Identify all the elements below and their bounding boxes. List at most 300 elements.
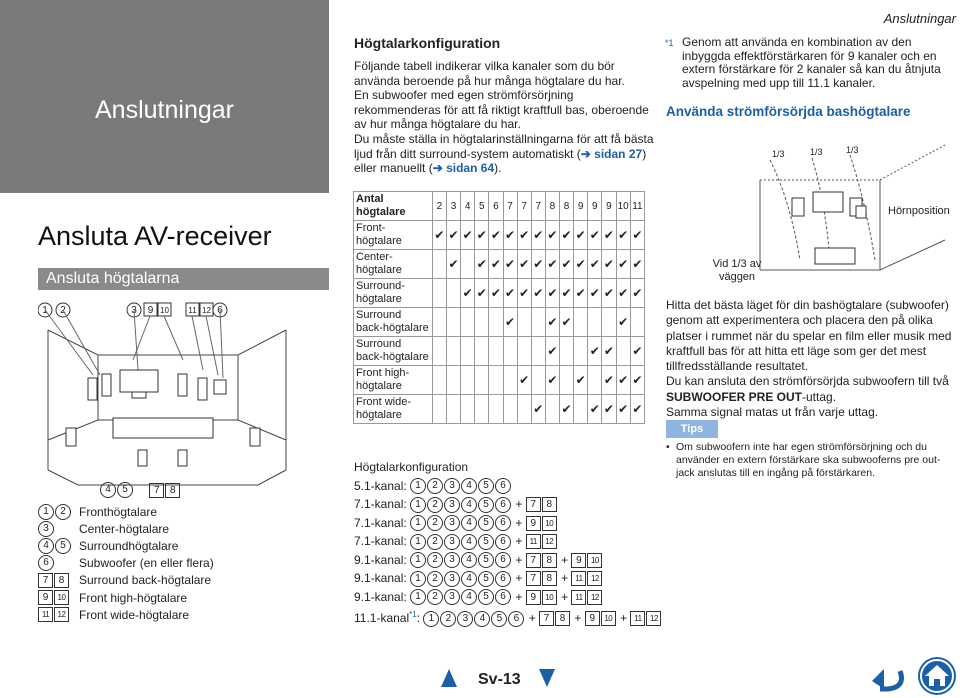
speaker-symbol: 5 bbox=[478, 497, 494, 513]
symbol: 3 bbox=[38, 521, 54, 537]
speaker-symbol: 4 bbox=[461, 497, 477, 513]
diagram-label: 11 bbox=[188, 306, 197, 315]
prev-page-icon[interactable] bbox=[441, 669, 457, 687]
checkmark-icon: ✔ bbox=[574, 279, 588, 308]
symbol: 11 bbox=[38, 607, 53, 622]
speaker-symbol: 11 bbox=[526, 534, 541, 549]
row-label: Surround-högtalare bbox=[354, 279, 433, 308]
speaker-symbol: 10 bbox=[542, 590, 557, 605]
checkmark-icon: ✔ bbox=[475, 279, 489, 308]
table-row bbox=[354, 337, 645, 366]
checkmark-icon: ✔ bbox=[545, 337, 559, 366]
legend-row bbox=[38, 589, 328, 606]
legend-label: Center-högtalare bbox=[79, 521, 170, 536]
wall-label bbox=[708, 258, 766, 284]
checkmark-icon: ✔ bbox=[545, 308, 559, 337]
wall-label-line: Vid 1/3 av bbox=[712, 258, 762, 270]
config-row: 9.1-kanal: 1 2 3 4 5 6 + 7 8 + 9 10 bbox=[354, 551, 662, 570]
checkmark-icon: ✔ bbox=[630, 221, 644, 250]
speaker-symbol: 5 bbox=[478, 515, 494, 531]
table-row bbox=[354, 366, 645, 395]
empty-cell bbox=[503, 337, 517, 366]
speaker-symbol: 9 bbox=[526, 590, 541, 605]
symbol: 5 bbox=[55, 538, 71, 554]
config-row: 7.1-kanal: 1 2 3 4 5 6 + 7 8 bbox=[354, 495, 662, 514]
empty-cell bbox=[432, 279, 446, 308]
empty-cell bbox=[489, 366, 503, 395]
checkmark-icon: ✔ bbox=[574, 221, 588, 250]
subwoofer-heading: Använda strömförsörjda bashögtalare bbox=[666, 104, 911, 119]
speaker-symbol: 3 bbox=[444, 571, 460, 587]
empty-cell bbox=[489, 308, 503, 337]
paragraph: Hitta det bästa läget för din bashögtalare (subwoofer) genom att experimentera och placera den på olika platser i rummet när du spelar en film eller musik med kraftfull bas för att hitta ett läge som ger det mest tillfredsställande resultatet. bbox=[666, 298, 952, 374]
speaker-count: 9 bbox=[588, 192, 602, 221]
empty-cell bbox=[545, 395, 559, 424]
checkmark-icon: ✔ bbox=[588, 395, 602, 424]
checkmark-icon: ✔ bbox=[588, 337, 602, 366]
speaker-symbol: 7 bbox=[526, 553, 541, 568]
checkmark-icon: ✔ bbox=[630, 250, 644, 279]
symbol: 5 bbox=[117, 482, 133, 498]
speaker-symbol: 4 bbox=[461, 534, 477, 550]
diagram-bottom-labels bbox=[100, 482, 181, 498]
checkmark-icon: ✔ bbox=[531, 221, 545, 250]
paragraph-text: Du kan ansluta den strömförsörjda subwoofern till två bbox=[666, 374, 949, 389]
empty-cell bbox=[432, 250, 446, 279]
speaker-count: 2 bbox=[432, 192, 446, 221]
checkmark-icon: ✔ bbox=[588, 279, 602, 308]
speaker-count: 9 bbox=[574, 192, 588, 221]
arrow-right-icon: ➔ bbox=[432, 161, 447, 176]
empty-cell bbox=[461, 308, 475, 337]
speaker-count: 8 bbox=[545, 192, 559, 221]
config-name: 9.1-kanal: bbox=[354, 552, 407, 567]
corner-label: Hörnposition bbox=[888, 205, 950, 217]
speaker-symbol: 5 bbox=[478, 478, 494, 494]
speaker-count: 9 bbox=[602, 192, 616, 221]
speaker-symbol: 2 bbox=[427, 571, 443, 587]
tips-label: Tips bbox=[666, 420, 718, 438]
empty-cell bbox=[432, 337, 446, 366]
speaker-symbol: 5 bbox=[478, 534, 494, 550]
config-name: 9.1-kanal: bbox=[354, 571, 407, 585]
subsection-title: Ansluta högtalarna bbox=[46, 270, 180, 287]
speaker-symbol: 5 bbox=[478, 552, 494, 568]
speaker-count: 3 bbox=[447, 192, 461, 221]
speaker-symbol: 10 bbox=[542, 516, 557, 531]
speaker-symbol: 2 bbox=[427, 515, 443, 531]
config-name: 11.1-kanal bbox=[354, 611, 410, 625]
checkmark-icon: ✔ bbox=[602, 337, 616, 366]
symbol: 8 bbox=[165, 483, 180, 498]
checkmark-icon: ✔ bbox=[517, 221, 531, 250]
paragraph bbox=[666, 374, 956, 405]
config-row: 9.1-kanal: 1 2 3 4 5 6 + 7 8 + 11 12 bbox=[354, 569, 662, 588]
checkmark-icon: ✔ bbox=[616, 221, 630, 250]
page-link[interactable]: sidan 64 bbox=[446, 161, 495, 176]
speaker-count: 10 bbox=[616, 192, 630, 221]
empty-cell bbox=[531, 308, 545, 337]
symbol: 6 bbox=[38, 555, 54, 571]
speaker-symbol: 4 bbox=[461, 515, 477, 531]
empty-cell bbox=[447, 279, 461, 308]
bullet-icon: • bbox=[666, 441, 670, 453]
checkmark-icon: ✔ bbox=[560, 279, 574, 308]
empty-cell bbox=[517, 308, 531, 337]
checkmark-icon: ✔ bbox=[531, 395, 545, 424]
empty-cell bbox=[517, 337, 531, 366]
checkmark-icon: ✔ bbox=[447, 250, 461, 279]
legend-label: Fronthögtalare bbox=[79, 504, 158, 519]
checkmark-icon: ✔ bbox=[616, 366, 630, 395]
speaker-symbol: 2 bbox=[427, 589, 443, 605]
row-label: Front-högtalare bbox=[354, 221, 433, 250]
checkmark-icon: ✔ bbox=[602, 395, 616, 424]
empty-cell bbox=[517, 395, 531, 424]
checkmark-icon: ✔ bbox=[545, 279, 559, 308]
checkmark-icon: ✔ bbox=[602, 221, 616, 250]
tip-item: Om subwoofern inte har egen strömförsörjning och du använder en extern förstärkare ska subwooferns pre out-jack anslutas till en ingång på förstärkaren. bbox=[676, 441, 941, 479]
legend-label: Surroundhögtalare bbox=[79, 538, 179, 553]
empty-cell bbox=[503, 395, 517, 424]
paragraph: En subwoofer med egen strömförsörjning rekommenderas för att få riktigt kraftfull bas, oberoende av hur många högtalare du har. bbox=[354, 88, 649, 132]
speaker-symbol: 1 bbox=[410, 478, 426, 494]
speaker-symbol: 2 bbox=[427, 497, 443, 513]
speaker-count: 8 bbox=[560, 192, 574, 221]
speaker-symbol: 7 bbox=[526, 497, 541, 512]
checkmark-icon: ✔ bbox=[503, 308, 517, 337]
empty-cell bbox=[560, 366, 574, 395]
row-label: Center-högtalare bbox=[354, 250, 433, 279]
page-number: Sv-13 bbox=[478, 671, 521, 688]
empty-cell bbox=[447, 308, 461, 337]
speaker-symbol: 1 bbox=[410, 552, 426, 568]
next-page-icon[interactable] bbox=[539, 669, 555, 687]
checkmark-icon: ✔ bbox=[489, 250, 503, 279]
config-row: 11.1-kanal$^{*1}$: 1 2 3 4 5 6 + 7 8 + 9 10 + 11 12 bbox=[354, 606, 662, 628]
speaker-symbol: 12 bbox=[646, 611, 661, 626]
checkmark-icon: ✔ bbox=[602, 279, 616, 308]
paragraph: Samma signal matas ut från varje uttag. bbox=[666, 405, 879, 420]
config-heading: Högtalarkonfiguration bbox=[354, 35, 501, 51]
table-row bbox=[354, 279, 645, 308]
checkmark-icon: ✔ bbox=[531, 250, 545, 279]
diagram-label: 9 bbox=[147, 305, 154, 316]
paragraph-text: ). bbox=[494, 161, 502, 176]
empty-cell bbox=[475, 395, 489, 424]
speaker-symbol: 1 bbox=[423, 611, 439, 627]
paragraph: Du måste ställa in högtalarinställningarna för att få bästa ljud från ditt surround-system automatiskt (➔ sidan 27) eller manuellt (➔ sidan 64). bbox=[354, 131, 654, 176]
speaker-symbol: 9 bbox=[526, 516, 541, 531]
page-section-label: Anslutningar bbox=[883, 11, 956, 26]
checkmark-icon: ✔ bbox=[560, 250, 574, 279]
checkmark-icon: ✔ bbox=[630, 395, 644, 424]
speaker-config-table bbox=[353, 191, 645, 424]
table-row bbox=[354, 395, 645, 424]
speaker-legend bbox=[38, 503, 328, 623]
checkmark-icon: ✔ bbox=[616, 395, 630, 424]
checkmark-icon: ✔ bbox=[630, 279, 644, 308]
empty-cell bbox=[461, 395, 475, 424]
paragraph-text: ) eller manuellt ( bbox=[354, 146, 647, 176]
row-label: Front high-högtalare bbox=[354, 366, 433, 395]
legend-row bbox=[38, 503, 328, 520]
config-row: 7.1-kanal: 1 2 3 4 5 6 + 11 12 bbox=[354, 532, 662, 551]
speaker-count: 4 bbox=[461, 192, 475, 221]
row-label: Front wide-högtalare bbox=[354, 395, 433, 424]
empty-cell bbox=[489, 337, 503, 366]
table-header-row bbox=[354, 192, 645, 221]
empty-cell bbox=[630, 308, 644, 337]
checkmark-icon: ✔ bbox=[616, 308, 630, 337]
speaker-room-diagram bbox=[38, 300, 296, 500]
speaker-count: 11 bbox=[630, 192, 644, 221]
config-name: 7.1-kanal: bbox=[354, 534, 407, 548]
speaker-symbol: 8 bbox=[542, 571, 557, 586]
legend-label: Front wide-högtalare bbox=[79, 607, 190, 622]
config-name: 5.1-kanal: bbox=[354, 478, 407, 493]
legend-row bbox=[38, 572, 328, 589]
speaker-symbol: 3 bbox=[444, 534, 460, 550]
empty-cell bbox=[447, 337, 461, 366]
table-header-label: Antal högtalare bbox=[354, 192, 433, 221]
legend-row bbox=[38, 520, 328, 537]
config-row: 9.1-kanal: 1 2 3 4 5 6 + 9 10 + 11 12 bbox=[354, 588, 662, 607]
speaker-symbol: 6 bbox=[495, 571, 511, 587]
checkmark-icon: ✔ bbox=[545, 221, 559, 250]
checkmark-icon: ✔ bbox=[560, 308, 574, 337]
fraction-label: 1/3 bbox=[772, 149, 785, 159]
checkmark-icon: ✔ bbox=[630, 366, 644, 395]
config-row: 7.1-kanal: 1 2 3 4 5 6 + 9 10 bbox=[354, 514, 662, 533]
paragraph: Följande tabell indikerar vilka kanaler som du bör använda beroende på hur många högtalare du har. bbox=[354, 59, 625, 88]
speaker-symbol: 4 bbox=[474, 611, 490, 627]
speaker-symbol: 3 bbox=[444, 478, 460, 494]
speaker-symbol: 6 bbox=[495, 515, 511, 531]
speaker-symbol: 12 bbox=[587, 571, 602, 586]
symbol: 1 bbox=[38, 504, 54, 520]
symbol: 8 bbox=[54, 573, 69, 588]
speaker-symbol: 3 bbox=[444, 497, 460, 513]
table-row bbox=[354, 221, 645, 250]
checkmark-icon: ✔ bbox=[503, 250, 517, 279]
legend-label: Subwoofer (en eller flera) bbox=[79, 556, 214, 571]
speaker-count: 5 bbox=[475, 192, 489, 221]
checkmark-icon: ✔ bbox=[630, 337, 644, 366]
speaker-symbol: 2 bbox=[427, 534, 443, 550]
speaker-symbol: 10 bbox=[587, 553, 602, 568]
speaker-symbol: 1 bbox=[410, 515, 426, 531]
checkmark-icon: ✔ bbox=[489, 221, 503, 250]
symbol: 2 bbox=[55, 504, 71, 520]
symbol: 4 bbox=[100, 482, 116, 498]
symbol: 7 bbox=[38, 573, 53, 588]
checkmark-icon: ✔ bbox=[602, 250, 616, 279]
speaker-symbol: 7 bbox=[539, 611, 554, 626]
speaker-symbol: 4 bbox=[461, 552, 477, 568]
speaker-symbol: 8 bbox=[555, 611, 570, 626]
symbol: 7 bbox=[149, 483, 164, 498]
page-link[interactable]: sidan 27 bbox=[594, 146, 643, 161]
empty-cell bbox=[574, 308, 588, 337]
empty-cell bbox=[574, 395, 588, 424]
checkmark-icon: ✔ bbox=[461, 221, 475, 250]
config-name: 7.1-kanal: bbox=[354, 497, 407, 511]
speaker-symbol: 3 bbox=[457, 611, 473, 627]
speaker-symbol: 6 bbox=[495, 589, 511, 605]
speaker-count: 7 bbox=[503, 192, 517, 221]
checkmark-icon: ✔ bbox=[531, 279, 545, 308]
checkmark-icon: ✔ bbox=[588, 221, 602, 250]
checkmark-icon: ✔ bbox=[574, 366, 588, 395]
paragraph-text: Du måste ställa in högtalarinställningarna för att få bästa ljud från ditt surround-system automatiskt bbox=[354, 131, 654, 161]
speaker-symbol: 1 bbox=[410, 589, 426, 605]
checkmark-icon: ✔ bbox=[475, 250, 489, 279]
speaker-symbol: 1 bbox=[410, 571, 426, 587]
empty-cell bbox=[588, 308, 602, 337]
empty-cell bbox=[447, 366, 461, 395]
speaker-symbol: 4 bbox=[461, 478, 477, 494]
checkmark-icon: ✔ bbox=[560, 221, 574, 250]
speaker-symbol: 11 bbox=[571, 590, 586, 605]
diagram-label: 6 bbox=[217, 305, 223, 316]
speaker-symbol: 9 bbox=[585, 611, 600, 626]
speaker-symbol: 5 bbox=[478, 589, 494, 605]
symbol: 12 bbox=[54, 607, 69, 622]
speaker-symbol: 6 bbox=[495, 497, 511, 513]
fraction-label: 1/3 bbox=[810, 147, 823, 157]
checkmark-icon: ✔ bbox=[517, 279, 531, 308]
speaker-symbol: 12 bbox=[542, 534, 557, 549]
subwoofer-text bbox=[666, 298, 956, 420]
checkmark-icon: ✔ bbox=[574, 250, 588, 279]
empty-cell bbox=[432, 308, 446, 337]
empty-cell bbox=[461, 337, 475, 366]
diagram-label: 10 bbox=[160, 306, 169, 315]
config-intro bbox=[354, 59, 654, 176]
diagram-label: 1 bbox=[42, 305, 48, 316]
empty-cell bbox=[475, 366, 489, 395]
footnote-mark: *1 bbox=[409, 610, 417, 619]
speaker-symbol: 8 bbox=[542, 553, 557, 568]
legend-row bbox=[38, 555, 328, 572]
empty-cell bbox=[616, 337, 630, 366]
speaker-symbol: 3 bbox=[444, 515, 460, 531]
speaker-symbol: 8 bbox=[542, 497, 557, 512]
speaker-symbol: 4 bbox=[461, 589, 477, 605]
wall-label-line: väggen bbox=[718, 271, 756, 283]
checkmark-icon: ✔ bbox=[517, 366, 531, 395]
empty-cell bbox=[602, 308, 616, 337]
paragraph-text: -uttag. bbox=[802, 389, 837, 404]
tips-text bbox=[666, 441, 951, 480]
footnote-mark: *1 bbox=[665, 38, 674, 48]
checkmark-icon: ✔ bbox=[545, 366, 559, 395]
checkmark-icon: ✔ bbox=[517, 250, 531, 279]
checkmark-icon: ✔ bbox=[489, 279, 503, 308]
speaker-symbol: 6 bbox=[495, 534, 511, 550]
legend-row bbox=[38, 606, 328, 623]
checkmark-icon: ✔ bbox=[475, 221, 489, 250]
chapter-title: Anslutningar bbox=[95, 96, 234, 124]
speaker-symbol: 2 bbox=[427, 478, 443, 494]
jack-name: SUBWOOFER PRE OUT bbox=[666, 389, 803, 404]
empty-cell bbox=[475, 337, 489, 366]
config-name: 9.1-kanal: bbox=[354, 589, 407, 604]
speaker-count: 6 bbox=[489, 192, 503, 221]
speaker-symbol: 3 bbox=[444, 589, 460, 605]
empty-cell bbox=[560, 337, 574, 366]
home-icon[interactable] bbox=[917, 656, 957, 696]
checkmark-icon: ✔ bbox=[602, 366, 616, 395]
symbol: 10 bbox=[54, 590, 69, 605]
table-row bbox=[354, 250, 645, 279]
speaker-symbol: 4 bbox=[461, 571, 477, 587]
speaker-symbol: 1 bbox=[410, 497, 426, 513]
speaker-symbol: 6 bbox=[495, 478, 511, 494]
empty-cell bbox=[461, 366, 475, 395]
checkmark-icon: ✔ bbox=[461, 279, 475, 308]
diagram-label: 3 bbox=[131, 305, 137, 316]
checkmark-icon: ✔ bbox=[616, 279, 630, 308]
checkmark-icon: ✔ bbox=[447, 221, 461, 250]
empty-cell bbox=[447, 395, 461, 424]
empty-cell bbox=[432, 366, 446, 395]
speaker-symbol: 11 bbox=[630, 611, 645, 626]
legend-label: Front high-högtalare bbox=[79, 590, 188, 605]
footnote: Genom att använda en kombination av den inbyggda effektförstärkaren för 9 kanaler och en extern förstärkare för 2 kanaler så kan du åtnjuta avspelning med upp till 11.1 kanaler. bbox=[682, 35, 941, 90]
table-row bbox=[354, 308, 645, 337]
speaker-count: 7 bbox=[531, 192, 545, 221]
speaker-symbol: 9 bbox=[571, 553, 586, 568]
back-icon[interactable] bbox=[870, 661, 908, 695]
checkmark-icon: ✔ bbox=[503, 221, 517, 250]
config-list-title: Högtalarkonfiguration bbox=[354, 460, 469, 474]
checkmark-icon: ✔ bbox=[588, 250, 602, 279]
empty-cell bbox=[489, 395, 503, 424]
config-list bbox=[354, 458, 662, 628]
speaker-symbol: 3 bbox=[444, 552, 460, 568]
speaker-symbol: 10 bbox=[601, 611, 616, 626]
config-name: 7.1-kanal: bbox=[354, 515, 407, 530]
empty-cell bbox=[461, 250, 475, 279]
checkmark-icon: ✔ bbox=[432, 221, 446, 250]
empty-cell bbox=[588, 366, 602, 395]
empty-cell bbox=[531, 337, 545, 366]
diagram-label: 12 bbox=[202, 306, 211, 315]
legend-label: Surround back-högtalare bbox=[79, 573, 212, 588]
config-row bbox=[354, 477, 662, 496]
legend-row bbox=[38, 537, 328, 554]
speaker-symbol: 5 bbox=[491, 611, 507, 627]
row-label: Surround back-högtalare bbox=[354, 337, 433, 366]
speaker-symbol: 2 bbox=[427, 552, 443, 568]
speaker-symbol: 5 bbox=[478, 571, 494, 587]
fraction-label: 1/3 bbox=[846, 145, 859, 155]
speaker-symbol: 11 bbox=[571, 571, 586, 586]
diagram-label: 2 bbox=[60, 305, 66, 316]
symbol: 9 bbox=[38, 590, 53, 605]
checkmark-icon: ✔ bbox=[545, 250, 559, 279]
symbol: 4 bbox=[38, 538, 54, 554]
checkmark-icon: ✔ bbox=[560, 395, 574, 424]
empty-cell bbox=[574, 337, 588, 366]
empty-cell bbox=[503, 366, 517, 395]
checkmark-icon: ✔ bbox=[616, 250, 630, 279]
speaker-symbol: 7 bbox=[526, 571, 541, 586]
speaker-symbol: 1 bbox=[410, 534, 426, 550]
checkmark-icon: ✔ bbox=[503, 279, 517, 308]
